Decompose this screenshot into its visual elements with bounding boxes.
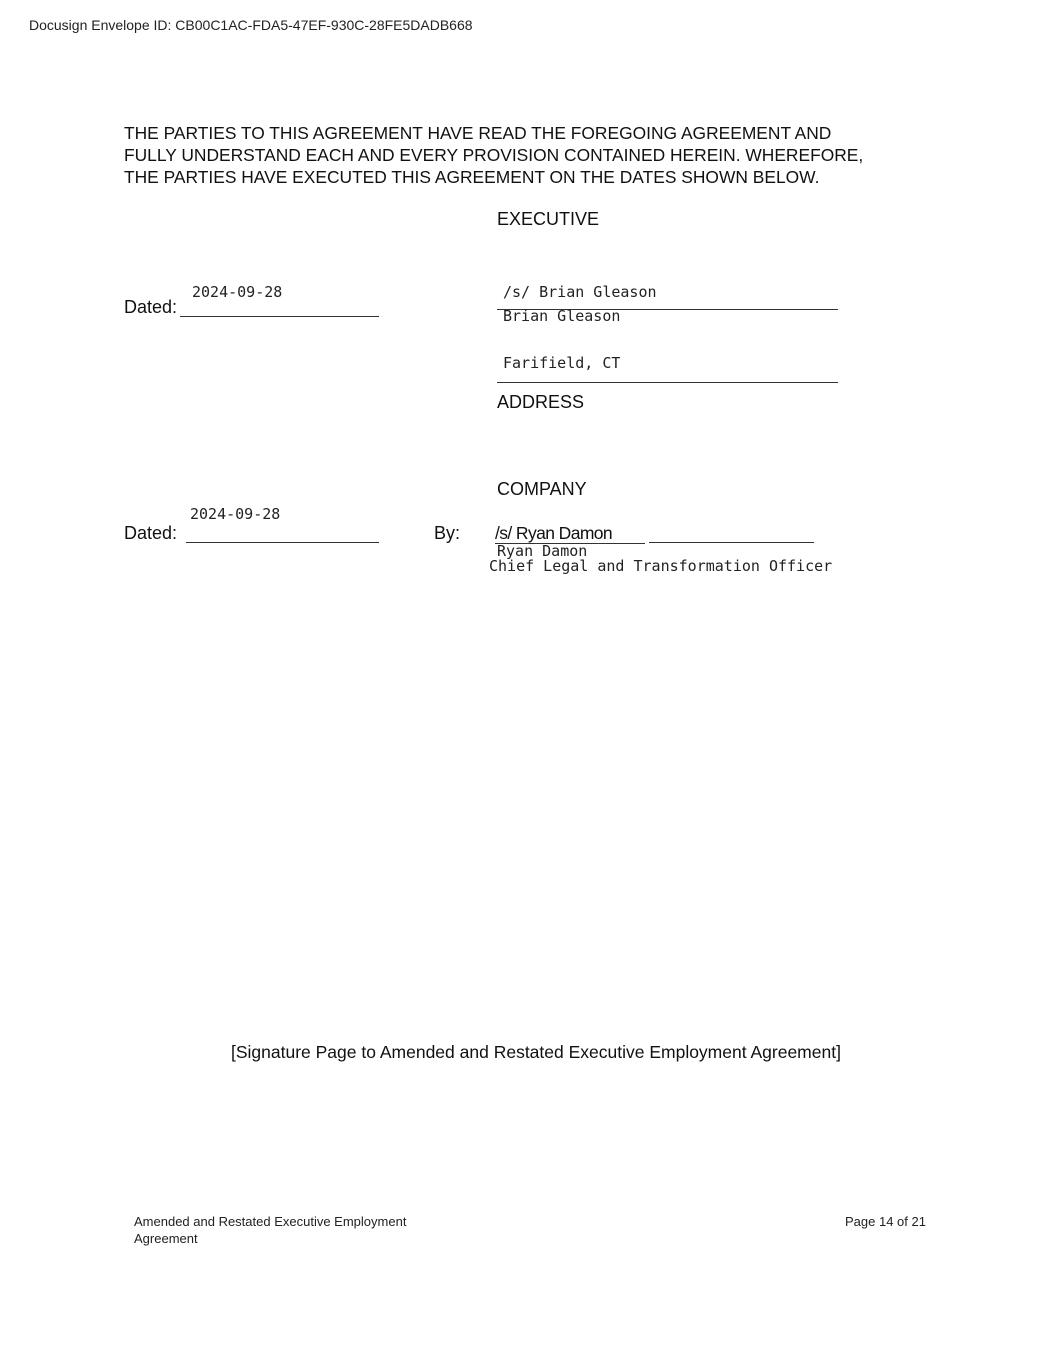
executive-signature: /s/ Brian Gleason (503, 283, 657, 301)
executive-address-value: Farifield, CT (503, 354, 621, 372)
executive-dated-label: Dated: (124, 297, 178, 317)
page-number: Page 14 of 21 (845, 1214, 926, 1229)
footer-document-title (134, 1213, 406, 1247)
preamble-line: THE PARTIES HAVE EXECUTED THIS AGREEMENT ON THE DATES SHOWN BELOW. (124, 167, 820, 187)
executive-heading: EXECUTIVE (497, 209, 600, 229)
company-heading: COMPANY (497, 479, 587, 499)
company-date-line (186, 542, 379, 543)
footer-title-line: Amended and Restated Executive Employment (134, 1214, 407, 1229)
company-signature-line (649, 542, 814, 543)
preamble-line: FULLY UNDERSTAND EACH AND EVERY PROVISION CONTAINED HEREIN. WHEREFORE, (124, 145, 864, 165)
executive-date-line (180, 316, 379, 317)
executive-address-label: ADDRESS (497, 392, 585, 412)
company-date-value: 2024-09-28 (190, 505, 281, 523)
preamble-paragraph (124, 122, 930, 188)
envelope-id: Docusign Envelope ID: CB00C1AC-FDA5-47EF-930C-28FE5DADB668 (29, 17, 473, 33)
executive-printed-name: Brian Gleason (503, 307, 621, 325)
company-by-label: By: (434, 523, 461, 543)
preamble-line: THE PARTIES TO THIS AGREEMENT HAVE READ THE FOREGOING AGREEMENT AND (124, 123, 832, 143)
company-officer-title: Chief Legal and Transformation Officer (489, 557, 833, 575)
executive-date-value: 2024-09-28 (192, 283, 283, 301)
signature-page-caption: [Signature Page to Amended and Restated Executive Employment Agreement] (231, 1042, 841, 1062)
footer-title-line: Agreement (134, 1231, 198, 1246)
company-signature: /s/ Ryan Damon (495, 523, 613, 543)
company-printed-name: Ryan Damon (497, 542, 588, 560)
executive-address-line (497, 382, 838, 383)
company-dated-label: Dated: (124, 523, 178, 543)
